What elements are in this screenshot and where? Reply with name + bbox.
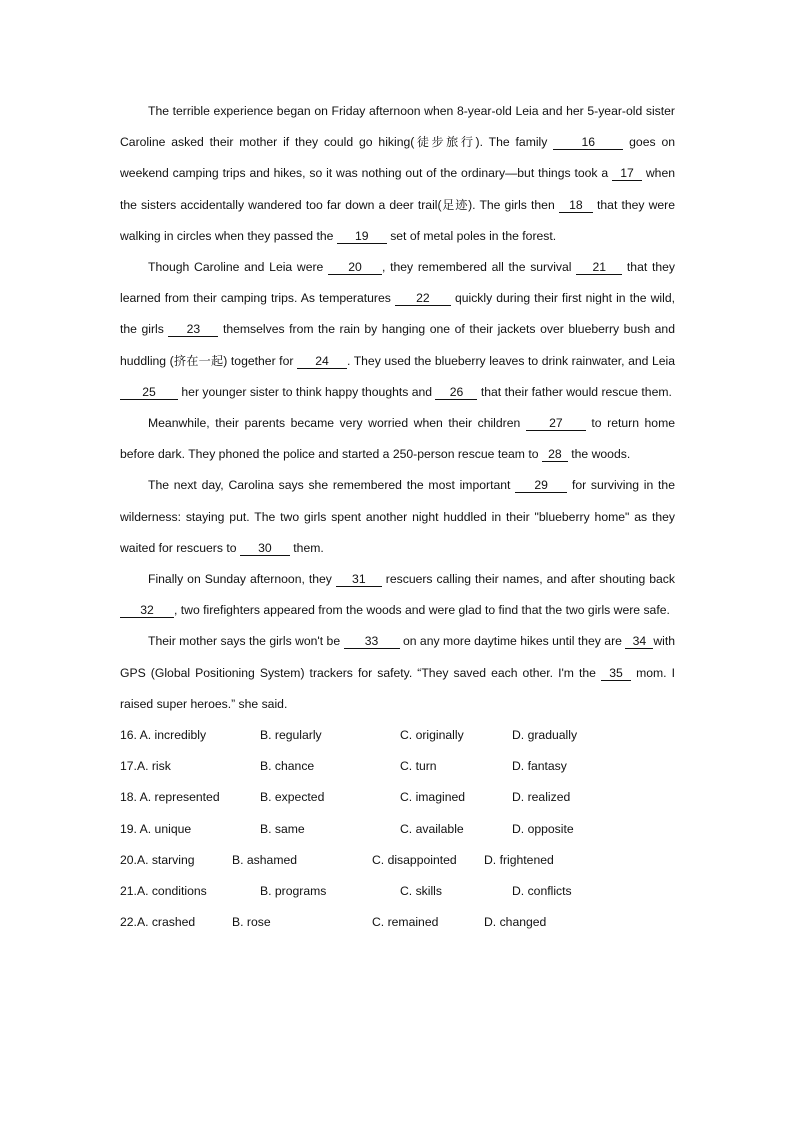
option-c: C. disappointed — [372, 852, 457, 867]
p6-text-1: Their mother says the girls won't be — [148, 634, 341, 649]
option-d: D. changed — [484, 915, 547, 930]
p1-text-3: when the sisters accidentally wandered too far down a deer trail(足迹). The girls then — [120, 166, 676, 212]
p1-text-5: set of metal poles in the forest. — [390, 228, 557, 243]
p2-text-6: . They used the blueberry leaves to drink rainwater, and Leia — [346, 353, 676, 368]
blank-28: 28 — [542, 447, 568, 462]
blank-24: 24 — [297, 354, 347, 369]
p6-text-4: mom. I raised super heroes.” she said. — [120, 665, 676, 711]
option-row-21 — [120, 876, 675, 907]
option-row-22 — [120, 907, 675, 938]
option-c: C. imagined — [400, 790, 466, 805]
option-a: 16. A. incredibly — [120, 728, 207, 743]
blank-17: 17 — [612, 166, 642, 181]
paragraph-6 — [120, 626, 675, 720]
p2-text-2: , they remembered all the survival — [382, 260, 572, 275]
paragraph-4 — [120, 470, 675, 564]
option-a: 18. A. represented — [120, 790, 220, 805]
blank-34: 34 — [625, 634, 653, 649]
option-b: B. expected — [260, 790, 325, 805]
p2-text-1: Though Caroline and Leia were — [148, 260, 324, 275]
option-row-19 — [120, 814, 675, 845]
blank-27: 27 — [526, 416, 586, 431]
paragraph-2 — [120, 252, 675, 408]
option-d: D. opposite — [512, 821, 574, 836]
option-row-16 — [120, 720, 675, 751]
blank-16: 16 — [553, 135, 623, 150]
paragraph-5 — [120, 564, 675, 626]
p6-text-3: with GPS (Global Positioning System) trackers for safety. “They saved each other. I'm the — [120, 634, 676, 680]
option-b: B. same — [260, 821, 305, 836]
option-b: B. rose — [232, 915, 271, 930]
option-row-18 — [120, 782, 675, 813]
blank-35: 35 — [601, 666, 631, 681]
option-d: D. realized — [512, 790, 571, 805]
p2-text-5: themselves from the rain by hanging one of their jackets over blueberry bush and huddling (挤在一起) together for — [120, 322, 675, 368]
blank-23: 23 — [168, 322, 218, 337]
blank-32: 32 — [120, 603, 174, 618]
option-b: B. regularly — [260, 728, 322, 743]
p3-text-1: Meanwhile, their parents became very worried when their children — [148, 416, 521, 431]
p4-text-2: for surviving in the wilderness: staying put. The two girls spent another night huddled in their "blueberry home" as they waited for rescuers to — [120, 478, 675, 555]
p5-text-1: Finally on Sunday afternoon, they — [148, 572, 332, 587]
p5-text-2: rescuers calling their names, and after shouting back — [385, 572, 675, 587]
option-a: 21.A. conditions — [120, 884, 207, 898]
p3-text-2: to return home before dark. They phoned the police and started a 250-person rescue team to — [120, 416, 676, 462]
p2-text-8: that their father would rescue them. — [480, 384, 672, 399]
option-c: C. remained — [372, 915, 439, 930]
document-page — [120, 96, 675, 938]
blank-26: 26 — [435, 385, 477, 400]
blank-31: 31 — [336, 572, 382, 587]
option-a: 22.A. crashed — [120, 915, 196, 930]
blank-18: 18 — [559, 198, 593, 213]
blank-33: 33 — [344, 634, 400, 649]
option-c: C. available — [400, 821, 464, 836]
p4-text-1: The next day, Carolina says she remembered the most important — [148, 478, 511, 493]
option-b: B. chance — [260, 759, 315, 774]
p2-text-4: quickly during their first night in the wild, the girls — [120, 291, 675, 337]
blank-21: 21 — [576, 260, 622, 275]
option-row-17 — [120, 751, 675, 782]
option-d: D. frightened — [484, 852, 554, 867]
p1-text-2: goes on weekend camping trips and hikes, so it was nothing out of the ordinary—but things took a — [120, 135, 676, 181]
option-row-20 — [120, 845, 675, 876]
p1-text-4: that they were walking in circles when they passed the — [120, 197, 676, 243]
p6-text-2: on any more daytime hikes until they are — [402, 634, 622, 649]
option-c: C. turn — [400, 759, 437, 774]
p5-text-3: , two firefighters appeared from the woods and were glad to find that the two girls were safe. — [174, 603, 670, 618]
p3-text-3: the woods. — [571, 447, 631, 462]
option-d: D. conflicts — [512, 884, 572, 898]
blank-29: 29 — [515, 478, 567, 493]
option-b: B. programs — [260, 884, 327, 898]
option-d: D. fantasy — [512, 759, 567, 774]
option-a: 20.A. starving — [120, 852, 195, 867]
paragraph-1 — [120, 96, 675, 252]
option-c: C. skills — [400, 884, 442, 898]
p4-text-3: them. — [293, 540, 324, 555]
blank-30: 30 — [240, 541, 290, 556]
option-a: 19. A. unique — [120, 821, 192, 836]
option-b: B. ashamed — [232, 852, 298, 867]
p1-text-1: The terrible experience began on Friday afternoon when 8-year-old Leia and her 5-year-old sister Caroline asked their mother if they could go hiking(徒步旅行). The family — [120, 104, 675, 150]
blank-22: 22 — [395, 291, 451, 306]
option-a: 17.A. risk — [120, 759, 171, 774]
blank-25: 25 — [120, 385, 178, 400]
blank-20: 20 — [328, 260, 382, 275]
p2-text-7: her younger sister to think happy thoughts and — [181, 384, 433, 399]
answer-options — [120, 720, 675, 938]
paragraph-3 — [120, 408, 675, 470]
option-c: C. originally — [400, 728, 464, 743]
p2-text-3: that they learned from their camping trips. As temperatures — [120, 260, 675, 306]
option-d: D. gradually — [512, 728, 578, 743]
blank-19: 19 — [337, 229, 387, 244]
